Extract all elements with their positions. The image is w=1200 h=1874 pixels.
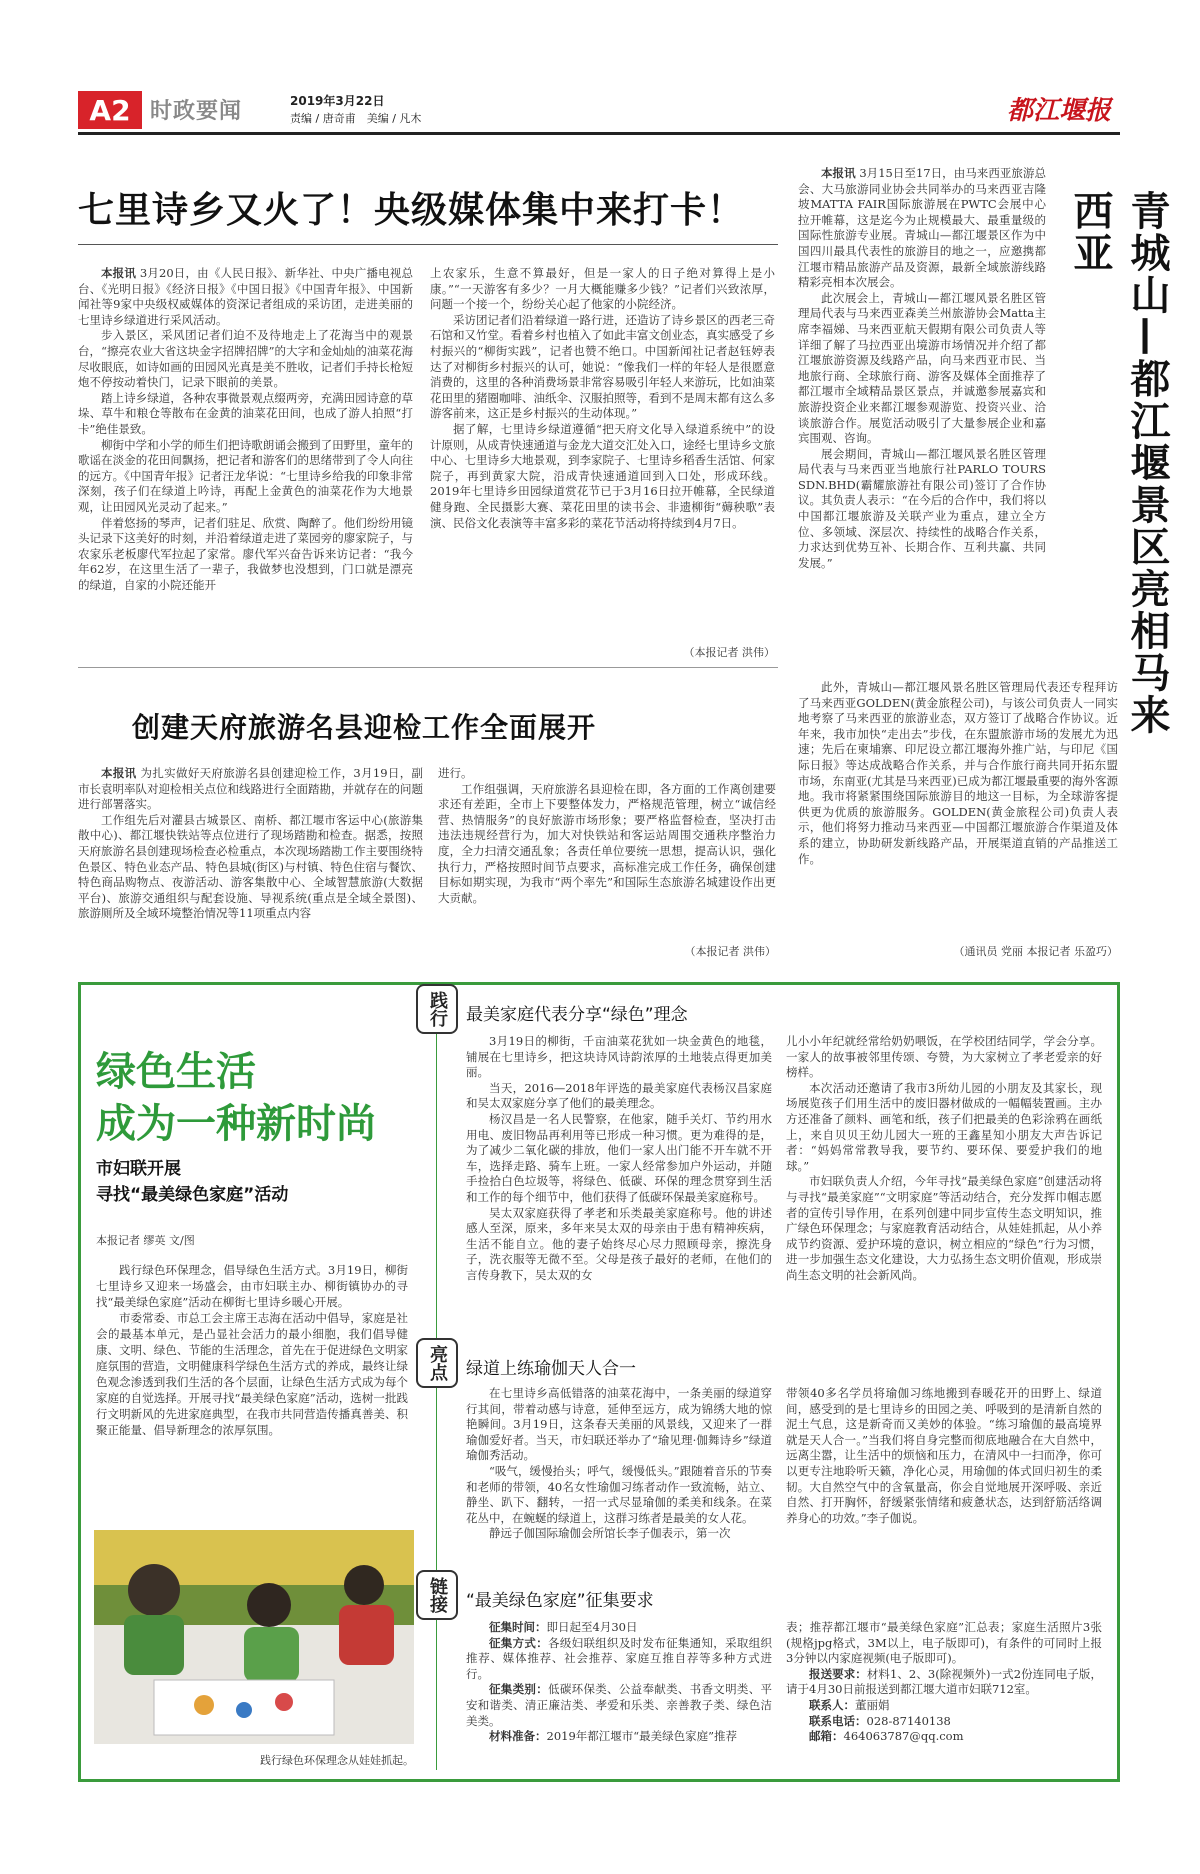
- green-intro: [96, 1262, 408, 1438]
- article2-title: 创建天府旅游名县迎检工作全面展开: [132, 711, 597, 744]
- section3-col2: [786, 1620, 1102, 1745]
- section2-col1: [466, 1386, 772, 1542]
- article1-col2-p1: 上农家乐，生意不算最好，但是一家人的日子绝对算得上是小康。”“一天游客有多少？一月大概能赚多少钱？”记者们兴致浓厚，问题一个接一个，纷纷关心起了他家的小院经济。: [430, 266, 775, 312]
- section-name: 时政要闻: [150, 99, 243, 124]
- article3-text-top: [798, 166, 1046, 571]
- section3-item: 报送要求：材料1、2、3(除视频外)一式2份连同电子版，请于4月30日前报送到都江堰大道市妇联712室。: [786, 1666, 1102, 1697]
- article2-lead: 本报讯: [101, 766, 137, 780]
- section2-col2-p1: 带领40多名学员将瑜伽习练地搬到春暖花开的田野上、绿道间，感受到的是七里诗乡的田园之美、呼吸到的是清新自然的泥土气息，这是新奇而又美妙的体验。“练习瑜伽的最高境界就是天人合一。”当我们将自身完整而彻底地融合在大自然中，远离尘嚣，让生活中的烦恼和压力，在清风中一扫而净，你可以更专注地聆听天籁，净化心灵，用瑜伽的体式回归初生的柔韧。大自然空气中的含氧量高，你会自觉地展开深呼吸、亲近自然、打开胸怀，舒缓紧张情绪和疲惫状态，达到舒筋活络调养身心的功效。”李子伽说。: [786, 1386, 1102, 1525]
- masthead-logo: 都江堰报: [1006, 95, 1111, 126]
- section3-title: “最美绿色家庭”征集要求: [466, 1591, 654, 1611]
- green-intro-p2: 市委常委、市总工会主席王志海在活动中倡导，家庭是社会的最基本单元，是凸显社会活力的最小细胞，我们倡导健康、文明、绿色、节能的生活理念，首先在于促进绿色文明家庭氛围的营造，文明健康科学绿色生活方式的养成，最终让绿色观念渗透到我们生活的各个层面，让绿色生活方式成为每个家庭的自觉选择。开展寻找“最美绿色家庭”活动，选树一批践行文明新风的先进家庭典型，在我市共同营造传播真善美、积聚正能量、倡导新理念的浓厚氛围。: [96, 1311, 408, 1437]
- article3-p4: 此外，青城山—都江堰风景名胜区管理局代表还专程拜访了马来西亚GOLDEN(黄金旅程公司)，与该公司负责人一同实地考察了马来西亚的旅游业态，双方签订了战略合作协议。近年来，我市加快“走出去”步伐，在东盟旅游市场的发展尤为迅速；先后在柬埔寨、印尼设立都江堰海外推广站，与印尼《国际日报》等达成战略合作关系，并与合作旅行商共同开拓东盟市场，东南亚(尤其是马来西亚)已成为都江堰最重要的海外客源地。我市将紧紧围绕国际旅游目的地这一目标，为全球游客提供更为优质的旅游服务。GOLDEN(黄金旅程公司)负责人表示，他们将努力推动马来西亚—中国都江堰旅游合作渠道及体系的建立，协助研发新线路产品，开展渠道直销的产品推送工作。: [798, 680, 1118, 866]
- article1-byline: （本报记者 洪伟）: [683, 646, 775, 659]
- article3-p1: 本报讯 3月15日至17日，由马来西亚旅游总会、大马旅游同业协会共同举办的马来西亚吉隆坡MATTA FAIR国际旅游展在PWTC会展中心拉开帷幕，这是迄今为止规模最大、最重量级的国际性旅游专业展。青城山—都江堰景区作为中国四川最具代表性的旅游目的地之一，应邀携都江堰市精品旅游产品及资源，最新全域旅游线路精彩亮相本次展会。: [798, 166, 1047, 290]
- green-sub1: 市妇联开展: [96, 1159, 181, 1179]
- editors: 责编 / 唐奇甫 美编 / 凡木: [290, 112, 422, 125]
- article1-lead: 本报讯: [101, 266, 137, 280]
- header-rule: [78, 132, 1120, 135]
- article1-col1-p5: 伴着悠扬的琴声，记者们驻足、欣赏、陶醉了。他们纷纷用镜头记录下这美好的时刻，并沿着绿道走进了菜园旁的廖家院子，与农家乐老板廖代军拉起了家常。廖代军兴奋告诉来访记者：“我今年62岁，在这里生活了一辈子，我做梦也没想到，门口就是漂亮的绿道，自家的小院还能开: [78, 515, 413, 592]
- article2-col2-p2: 工作组强调，天府旅游名县迎检在即，各方面的工作离创建要求还有差距，全市上下要整体发力，严格规范管理，树立“诚信经营、热情服务”的良好旅游市场形象；要严格监督检查，坚决打击违法违规经营行为，加大对快铁站和客运站周围交通秩序整治力度，全力扫清交通乱象；各责任单位要统一思想，提高认识，强化执行力，严格按照时间节点要求，高标准完成工作任务，确保创建目标如期实现，为我市“两个率先”和国际生态旅游名城建设作出更大贡献。: [438, 781, 776, 905]
- article1-col2: [430, 266, 775, 531]
- section2-title: 绿道上练瑜伽天人合一: [466, 1359, 636, 1379]
- section1-col2: [786, 1034, 1102, 1284]
- section1-col1-p3: 杨汉昌是一名人民警察，在他家，随手关灯、节约用水用电、废旧物品再利用等已形成一种习惯。更为难得的是，为了减少二氧化碳的排放，他们一家人出门能不开车就不开车，选择走路、骑车上班。一家人经常参加户外运动，并随手捡拾白色垃圾等，将绿色、低碳、环保的理念贯穿到生活和工作的每个细节中，他们获得了低碳环保最美家庭称号。: [466, 1111, 772, 1204]
- page-number: A2: [78, 91, 142, 129]
- photo-caption: 践行绿色环保理念从娃娃抓起。: [260, 1754, 414, 1767]
- green-headline-line1: 绿色生活: [96, 1049, 256, 1095]
- contact-email: 邮箱：464063787@qq.com: [809, 1729, 964, 1744]
- article2-col1-p1: 本报讯 为扎实做好天府旅游名县创建迎检工作，3月19日，副市长袁明率队对迎检相关点位和线路进行全面踏勘，并就存在的问题进行部署落实。: [78, 766, 424, 812]
- article2-col1: [78, 766, 423, 922]
- section1-title: 最美家庭代表分享“绿色”理念: [466, 1005, 688, 1025]
- article1-col1-p2: 步入景区，采风团记者们迫不及待地走上了花海当中的观景台，“擦亮农业大省这块金字招牌招牌”的大字和金灿灿的油菜花海尽收眼底，如诗如画的田园风光真是美不胜收，记者们手持长枪短炮不停按动着快门，记录下眼前的美景。: [78, 328, 413, 390]
- section3-item: 征集方式：各级妇联组织及时发布征集通知，采取组织推荐、媒体推荐、社会推荐、家庭互推自荐等多种方式进行。: [466, 1635, 773, 1681]
- green-headline-line2: 成为一种新时尚: [96, 1101, 376, 1147]
- contact-phone: 联系电话：028-87140138: [809, 1713, 951, 1728]
- photo-illustration: [94, 1530, 414, 1744]
- article1-col1-p4: 柳街中学和小学的师生们把诗歌朗诵会搬到了田野里，童年的歌谣在淡金的花田间飘扬，把记者和游客们的思绪带到了令人向往的远方。《中国青年报》记者汪龙华说：“七里诗乡给我的印象非常深刻，孩子们在绿道上吟诗，再配上金黄色的油菜花作为大地景观，让田园风光灵动了起来。”: [78, 437, 413, 514]
- article3-text-bottom: [798, 680, 1118, 867]
- section3-item: 表；推荐都江堰市“最美绿色家庭”汇总表；家庭生活照片3张(规格jpg格式，3M以上，电子版即可)，有条件的可同时上报3分钟以内家庭视频(电子版即可)。: [786, 1620, 1102, 1666]
- badge-shijian: 践行: [416, 984, 458, 1034]
- section1-col1-p1: 3月19日的柳街，千亩油菜花犹如一块金黄色的地毯，铺展在七里诗乡，把这块诗风诗韵浓厚的土地装点得更加美丽。: [466, 1034, 772, 1080]
- article1-col1: [78, 266, 413, 593]
- article3-p3: 展会期间，青城山—都江堰风景名胜区管理局代表与马来西亚当地旅行社PARLO TOURS SDN.BHD(霸耀旅游社有限公司)签订了合作协议。其负责人表示：“在今后的合作中，我们将以中国都江堰旅游及关联产业为重点，建立全方位、多领域、深层次、持续性的战略合作关系，力求达到优势互补、长期合作、互利共赢、共同发展。”: [798, 446, 1046, 570]
- green-subheadline: [96, 1156, 416, 1208]
- section3-item: 征集类别：低碳环保类、公益奉献类、书香文明类、平安和谐类、清正廉洁类、孝爱和乐类、亲善教子类、绿色洁美类。: [466, 1682, 773, 1728]
- issue-date: 2019年3月22日: [290, 94, 385, 108]
- section3-item: 材料准备：2019年都江堰市“最美绿色家庭”推荐: [489, 1729, 738, 1744]
- article3-title: 青城山—都江堰景区亮相马来西亚: [1067, 190, 1170, 736]
- section3-item: 征集时间：即日起至4月30日: [489, 1620, 638, 1634]
- article1-title-rule: [78, 244, 778, 245]
- article2-col2-p1: 进行。: [438, 766, 473, 780]
- contact-person: 联系人：董丽娟: [809, 1697, 890, 1712]
- kids-painting-photo: [94, 1530, 414, 1744]
- section2-col1-p2: “吸气，缓慢抬头；呼气，缓慢低头。”跟随着音乐的节奏和老师的带领，40名女性瑜伽习练者动作一致流畅，站立、静坐、趴下、翻转，一招一式尽显瑜伽的柔美和线条。在菜花丛中，在蜿蜒的绿道上，这群习练者是最美的女人花。: [466, 1463, 772, 1525]
- section2-col1-p1: 在七里诗乡高低错落的油菜花海中，一条美丽的绿道穿行其间，带着动感与诗意，延伸至远方，成为锦绣大地的惊艳瞬间。3月19日，这条春天美丽的风景线，又迎来了一群瑜伽爱好者。当天，市妇联还举办了“瑜见理·伽舞诗乡”绿道瑜伽秀活动。: [466, 1386, 772, 1463]
- article1-col1-p1: 本报讯 3月20日，由《人民日报》、新华社、中央广播电视总台、《光明日报》《经济日报》《中国日报》《中国青年报》、中国新闻社等9家中央级权威媒体的资深记者组成的采访团，走进美丽的七里诗乡绿道进行采风活动。: [78, 266, 413, 327]
- article3-p2: 此次展会上，青城山—都江堰风景名胜区管理局代表与马来西亚森美兰州旅游协会Matta主席李福娣、马来西亚航天假期有限公司负责人等详细了解了马拉西亚出境游市场情况并介绍了都江堰旅游资源及线路产品，向马来西亚市民、当地旅行商、全球旅行商、游客及媒体全面推荐了都江堰市全域精品景区景点，并诚邀参展嘉宾和旅游投资企业来都江堰参观游览、投资兴业、洽谈旅游合作。展览活动吸引了大量参展企业和嘉宾围观、咨询。: [798, 290, 1046, 446]
- article1-col2-p2: 采访团记者们沿着绿道一路行进，还造访了诗乡景区的西老三奇石馆和又竹堂。看着乡村也植入了如此丰富文创业态，真实感受了乡村振兴的“柳街实践”，记者也赞不绝口。中国新闻社记者赵钰婷表达了对柳街乡村振兴的认可，她说：“像我们一样的年轻人是很愿意消费的，这里的各种消费场景非常容易吸引年轻人来游玩，比如油菜花田里的猪圈咖啡、油纸伞、汉服拍照等，看到不是周末都有这么多游客前来，这正是乡村振兴的生动体现。”: [430, 312, 775, 421]
- article2-col2: [438, 766, 776, 906]
- section1-col2-p3: 市妇联负责人介绍，今年寻找“最美绿色家庭”创建活动将与寻找“最美家庭”“文明家庭”等活动结合，充分发挥巾帼志愿者的宣传引导作用，在系列创建中同步宣传生态文明知识，推广绿色环保理念；与家庭教育活动结合，从娃娃抓起，从小养成节约资源、爱护环境的意识，树立相应的“绿色”行为习惯，进一步加强生态文化建设，大力弘扬生态文明价值观，形成崇尚生态文明的社会新风尚。: [786, 1174, 1102, 1282]
- article2-byline: （本报记者 洪伟）: [684, 945, 776, 958]
- article3-byline: （通讯员 党丽 本报记者 乐盈巧）: [953, 945, 1118, 958]
- section1-col2-p2: 本次活动还邀请了我市3所幼儿园的小朋友及其家长，现场展览孩子们用生活中的废旧器材做成的一幅幅装置画。主办方还准备了颜料、画笔和纸，孩子们把最美的色彩涂鸦在画纸上，来自贝贝王幼儿园大一班的王鑫星知小朋友大声告诉记者：“妈妈常常教导我，要节约、要环保、要爱护我们的地球。”: [786, 1080, 1102, 1173]
- section1-col1: [466, 1034, 772, 1284]
- green-intro-p1: 践行绿色环保理念，倡导绿色生活方式。3月19日，柳街七里诗乡又迎来一场盛会，由市妇联主办、柳街镇协办的寻找“最美绿色家庭”活动在柳街七里诗乡暖心开展。: [96, 1263, 408, 1309]
- green-byline: 本报记者 缪英 文/图: [96, 1234, 195, 1247]
- green-sub2: 寻找“最美绿色家庭”活动: [96, 1185, 289, 1205]
- section1-col1-p4: 吴太双家庭获得了孝老和乐类最美家庭称号。他的讲述感人至深，原来，多年来吴太双的母亲由于患有精神疾病，生活不能自立。他的妻子始终尽心尽力照顾母亲，擦洗身子，洗衣服等无微不至。父母是孩子最好的老师，在他们的言传身教下，吴太双的女: [466, 1205, 772, 1282]
- article1-title: 七里诗乡又火了！央级媒体集中来打卡！: [78, 190, 745, 231]
- section1-col1-p2: 当天，2016—2018年评选的最美家庭代表杨汉昌家庭和吴太双家庭分享了他们的最美理念。: [466, 1080, 772, 1111]
- article1-col1-p3: 踏上诗乡绿道，各种农事微景观点缀两旁，充满田园诗意的草垛、草牛和粮仓等散布在金黄的油菜花田间，也成了游人拍照“打卡”绝佳景致。: [78, 390, 413, 436]
- article3-lead: 本报讯: [821, 166, 856, 180]
- green-headline: [96, 1046, 426, 1150]
- badge-lianjie: 链接: [416, 1570, 458, 1620]
- section2-col1-p3: 静远子伽国际瑜伽会所馆长李子伽表示，第一次: [489, 1526, 731, 1541]
- section2-col2: [786, 1386, 1102, 1526]
- section3-col1: [466, 1620, 772, 1745]
- badge-liangdian: 亮点: [416, 1338, 458, 1388]
- article1-bottom-rule: [78, 667, 778, 668]
- section1-col2-p1: 儿小小年纪就经常给奶奶喂饭，在学校团结同学，学会分享。一家人的故事被邻里传颂、夸赞，为大家树立了孝老爱亲的好榜样。: [786, 1034, 1102, 1080]
- article1-col2-p3: 据了解，七里诗乡绿道遵循“把天府文化导入绿道系统中”的设计原则，从成青快速通道与金龙大道交汇处入口，途经七里诗乡文旅中心、七里诗乡大地景观，到李家院子、七里诗乡稻香生活馆、何家院子，再到黄家大院，沿成青快速通道回到入口处，形成环线。2019年七里诗乡田园绿道赏花节已于3月16日拉开帷幕，全民绿道健身跑、全民摄影大赛、菜花田里的读书会、非遗柳街“薅秧歌”表演、民俗文化表演等丰富多彩的菜花节活动将持续到4月7日。: [430, 421, 775, 530]
- article2-col1-p2: 工作组先后对灌县古城景区、南桥、都江堰市客运中心(旅游集散中心)、都江堰快铁站等点位进行了现场踏勘和检查。据悉，按照天府旅游名县创建现场检查必检重点，本次现场踏勘工作主要围绕特色景区、特色业态产品、特色县城(街区)与村镇、特色住宿与餐饮、特色商品购物点、夜游活动、游客集散中心、全域智慧旅游(大数据平台)、旅游交通组织与配套设施、导视系统(重点是全域全景图)、旅游厕所及全域环境整治情况等11项重点内容: [78, 812, 423, 921]
